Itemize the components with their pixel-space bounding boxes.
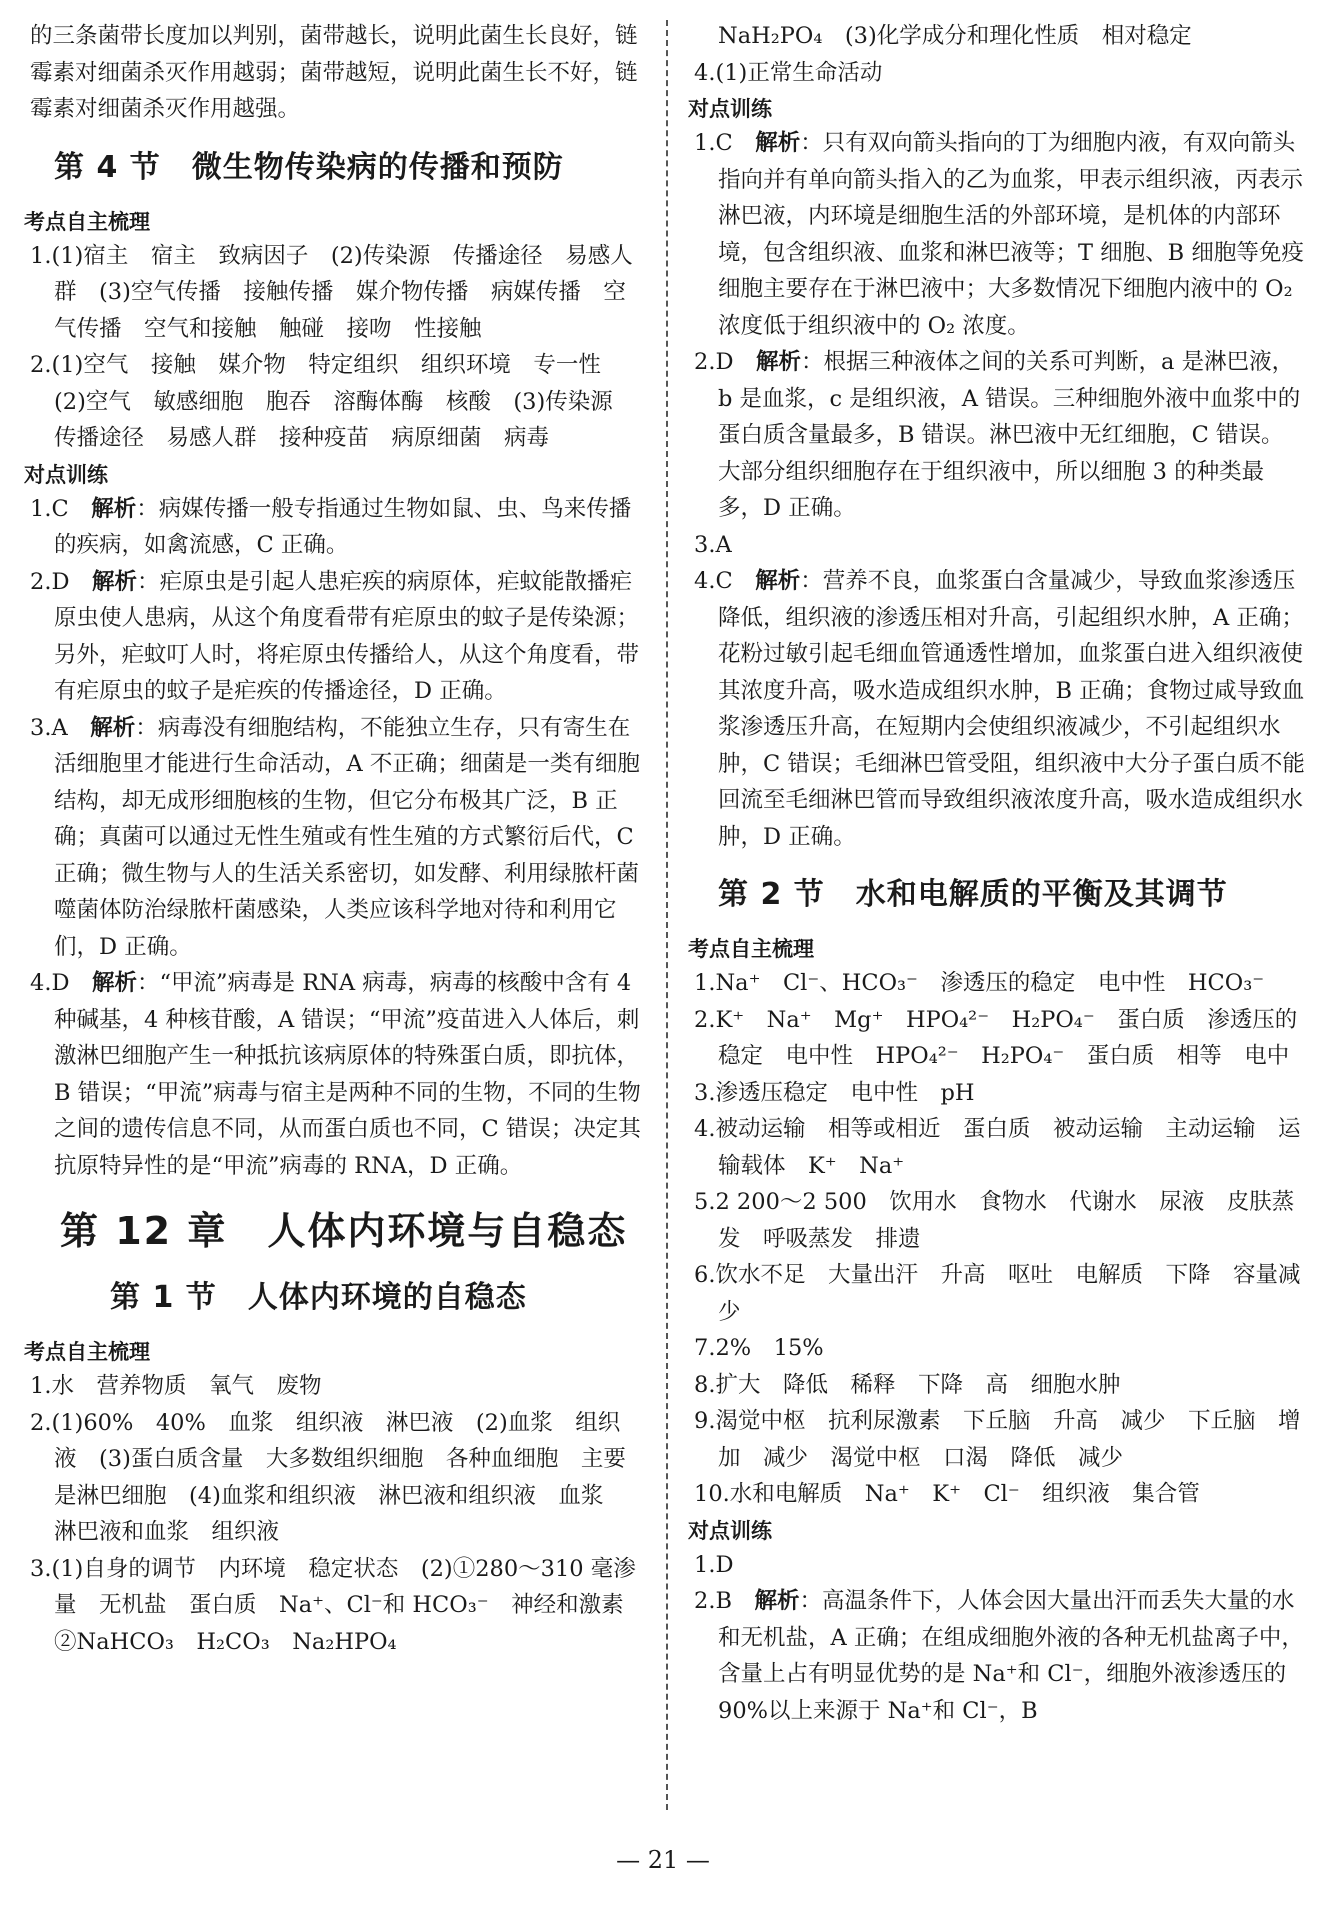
sec2-review-item: 3.渗透压稳定 电中性 pH	[694, 1079, 975, 1106]
sec1-train-item: 3.A	[694, 531, 732, 558]
page-number: — 21 —	[616, 1846, 710, 1874]
sec1-train-item: 2.D 解析：根据三种液体之间的关系可判断，a 是淋巴液，b 是血浆，c 是组织液，A 错误。三种细胞外液中血浆中的蛋白质含量最多，B 错误。淋巴液中无红细胞，C 错误。大部分组织细胞存在于组织液中，所以细胞 3 的种类最多，D 正确。	[694, 349, 1301, 521]
sec4-review-item: 1.(1)宿主 宿主 致病因子 (2)传染源 传播途径 易感人群 (3)空气传播 接触传播 媒介物传播 病媒传播 空气传播 空气和接触 触碰 接吻 性接触	[30, 242, 633, 342]
sec1-review-item: 4.(1)正常生命活动	[694, 59, 883, 86]
sec4-train-item: 2.D 解析：疟原虫是引起人患疟疾的病原体，疟蚊能散播疟原虫使人患病，从这个角度看带有疟原虫的蚊子是传染源；另外，疟蚊叮人时，将疟原虫传播给人，从这个角度看，带有疟原虫的蚊子是疟疾的传播途径，D 正确。	[30, 568, 640, 704]
sec2-review-item: 4.被动运输 相等或相近 蛋白质 被动运输 主动运输 运输载体 K⁺ Na⁺	[694, 1116, 1301, 1179]
sec4-train-item: 1.C 解析：病媒传播一般专指通过生物如鼠、虫、鸟来传播的疾病，如禽流感，C 正确。	[30, 495, 632, 558]
sec2-review-item: 1.Na⁺ Cl⁻、HCO₃⁻ 渗透压的稳定 电中性 HCO₃⁻	[694, 970, 1265, 996]
continuation-paragraph: 的三条菌带长度加以判别，菌带越长，说明此菌生长良好，链霉素对细菌杀灭作用越弱；菌带越短，说明此菌生长不好，链霉素对细菌杀灭作用越强。	[30, 23, 638, 122]
left-column	[24, 18, 647, 1660]
sec2-review-item: 8.扩大 降低 稀释 下降 高 细胞水肿	[694, 1371, 1121, 1398]
sec2-review-item: 2.K⁺ Na⁺ Mg⁺ HPO₄²⁻ H₂PO₄⁻ 蛋白质 渗透压的稳定 电中性 HPO₄²⁻ H₂PO₄⁻ 蛋白质 相等 电中	[694, 1006, 1298, 1069]
sec4-review-item: 2.(1)空气 接触 媒介物 特定组织 组织环境 专一性 (2)空气 敏感细胞 胞吞 溶酶体酶 核酸 (3)传染源 传播途径 易感人群 接种疫苗 病原细菌 病毒	[30, 352, 636, 451]
sec1-train-item: 1.C 解析：只有双向箭头指向的丁为细胞内液，有双向箭头指向并有单向箭头指入的乙为血浆，甲表示组织液，丙表示淋巴液，内环境是细胞生活的外部环境，是机体的内部环境，包含组织液、血浆和淋巴液等；T 细胞、B 细胞等免疫细胞主要存在于淋巴液中；大多数情况下细胞内液中的 O₂ 浓度低于组织液中的 O₂ 浓度。	[694, 130, 1304, 339]
sec2-review-item: 6.饮水不足 大量出汗 升高 呕吐 电解质 下降 容量减少	[694, 1262, 1301, 1325]
chapter-12-title: 第 12 章 人体内环境与自稳态	[60, 1209, 628, 1253]
sec2-train-item: 1.D	[694, 1551, 734, 1578]
sec2-review-item: 10.水和电解质 Na⁺ K⁺ Cl⁻ 组织液 集合管	[694, 1481, 1200, 1507]
section-2-title: 第 2 节 水和电解质的平衡及其调节	[718, 877, 1228, 912]
sec4-train-item: 4.D 解析：“甲流”病毒是 RNA 病毒，病毒的核酸中含有 4 种碱基，4 种核苷酸，A 错误；“甲流”疫苗进入人体后，刺激淋巴细胞产生一种抵抗该病原体的特殊蛋白质，即抗体，B 错误；“甲流”病毒与宿主是两种不同的生物，不同的生物之间的遗传信息不同，从而蛋白质也不同，C 错误；决定其抗原特异性的是“甲流”病毒的 RNA，D 正确。	[30, 970, 641, 1179]
section-4-title: 第 4 节 微生物传染病的传播和预防	[54, 149, 564, 185]
sec4-train-heading: 对点训练	[24, 462, 108, 487]
sec1-review-item: 1.水 营养物质 氧气 废物	[30, 1373, 322, 1399]
right-column	[688, 18, 1306, 1729]
continuation-line: NaH₂PO₄ (3)化学成分和理化性质 相对稳定	[718, 23, 1192, 49]
sec2-review-item: 5.2 200～2 500 饮用水 食物水 代谢水 尿液 皮肤蒸发 呼吸蒸发 排遗	[694, 1189, 1295, 1252]
sec4-review-heading: 考点自主梳理	[24, 209, 150, 234]
sec1-train-item: 4.C 解析：营养不良，血浆蛋白含量减少，导致血浆渗透压降低，组织液的渗透压相对升高，引起组织水肿，A 正确；花粉过敏引起毛细血管通透性增加，血浆蛋白进入组织液使其浓度升高，吸水造成组织水肿，B 正确；食物过咸导致血浆渗透压升高，在短期内会使组织液减少，不引起组织水肿，C 错误；毛细淋巴管受阻，组织液中大分子蛋白质不能回流至毛细淋巴管而导致组织液浓度升高，吸水造成组织水肿，D 正确。	[694, 568, 1305, 850]
sec1-train-heading: 对点训练	[688, 97, 772, 121]
sec4-train-item: 3.A 解析：病毒没有细胞结构，不能独立生存，只有寄生在活细胞里才能进行生命活动，A 不正确；细菌是一类有细胞结构，却无成形细胞核的生物，但它分布极其广泛，B 正确；真菌可以通过无性生殖或有性生殖的方式繁衍后代，C 正确；微生物与人的生活关系密切，如发酵、利用绿脓杆菌噬菌体防治绿脓杆菌感染，人类应该科学地对待和利用它们，D 正确。	[30, 714, 640, 960]
sec1-review-heading: 考点自主梳理	[24, 1340, 150, 1364]
column-divider	[666, 20, 668, 1810]
section-1-title: 第 1 节 人体内环境的自稳态	[110, 1280, 527, 1315]
sec1-review-item: 2.(1)60% 40% 血浆 组织液 淋巴液 (2)血浆 组织液 (3)蛋白质含量 大多数组织细胞 各种血细胞 主要是淋巴细胞 (4)血浆和组织液 淋巴液和组织液 血浆 淋巴液和血浆 组织液	[30, 1409, 626, 1545]
sec2-review-heading: 考点自主梳理	[688, 937, 814, 961]
sec1-review-item: 3.(1)自身的调节 内环境 稳定状态 (2)①280～310 毫渗量 无机盐 蛋白质 Na⁺、Cl⁻和 HCO₃⁻ 神经和激素 ②NaHCO₃ H₂CO₃ Na₂HPO₄	[30, 1555, 647, 1655]
sec2-train-heading: 对点训练	[688, 1518, 772, 1543]
sec2-review-item: 9.渴觉中枢 抗利尿激素 下丘脑 升高 减少 下丘脑 增加 减少 渴觉中枢 口渴 降低 减少	[694, 1408, 1301, 1471]
sec2-review-item: 7.2% 15%	[694, 1335, 824, 1361]
sec2-train-item: 2.B 解析：高温条件下，人体会因大量出汗而丢失大量的水和无机盐，A 正确；在组成细胞外液的各种无机盐离子中，含量上占有明显优势的是 Na⁺和 Cl⁻，细胞外液渗透压的 90%以上来源于 Na⁺和 Cl⁻，B	[694, 1588, 1304, 1724]
